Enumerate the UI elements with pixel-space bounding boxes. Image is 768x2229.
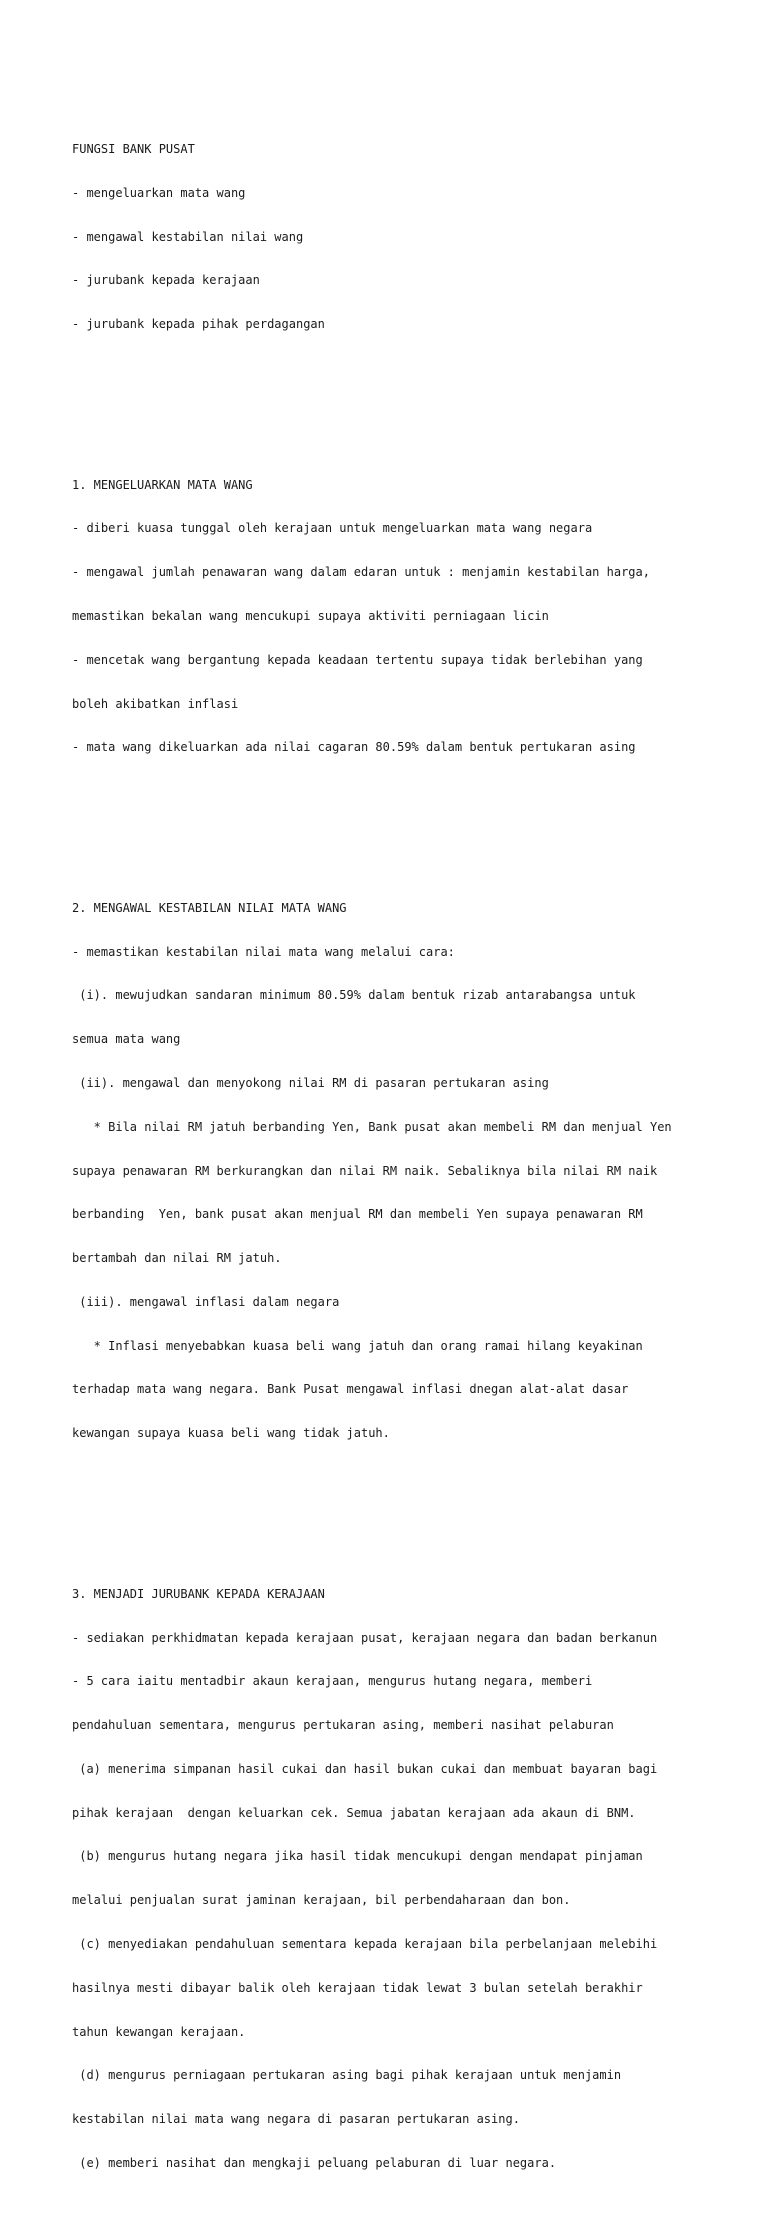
text-line: boleh akibatkan inflasi (72, 696, 239, 711)
text-line: kestabilan nilai mata wang negara di pasaran pertukaran asing. (72, 2112, 520, 2127)
text-line: - mengeluarkan mata wang (72, 185, 246, 200)
text-line: - jurubank kepada kerajaan (72, 273, 260, 288)
text-line: (d) mengurus perniagaan pertukaran asing bagi pihak kerajaan untuk menjamin (72, 2068, 622, 2083)
text-line: bertambah dan nilai RM jatuh. (72, 1251, 282, 1266)
text-line: (e) memberi nasihat dan mengkaji peluang pelaburan di luar negara. (72, 2155, 557, 2170)
section-heading: FUNGSI BANK PUSAT (72, 141, 195, 156)
text-line: semua mata wang (72, 1032, 181, 1047)
text-line: pihak kerajaan dengan keluarkan cek. Semua jabatan kerajaan ada akaun di BNM. (72, 1805, 636, 1820)
text-line: (iii). mengawal inflasi dalam negara (72, 1294, 340, 1309)
text-line: kewangan supaya kuasa beli wang tidak jatuh. (72, 1426, 390, 1441)
text-line: supaya penawaran RM berkurangkan dan nilai RM naik. Sebaliknya bila nilai RM naik (72, 1163, 658, 1178)
text-line: - mata wang dikeluarkan ada nilai cagaran 80.59% dalam bentuk pertukaran asing (72, 740, 636, 755)
text-line: (c) menyediakan pendahuluan sementara kepada kerajaan bila perbelanjaan melebihi (72, 1937, 658, 1951)
text-line: - jurubank kepada pihak perdagangan (72, 317, 325, 332)
text-line: - mencetak wang bergantung kepada keadaan tertentu supaya tidak berlebihan yang (72, 652, 643, 667)
blank-line (72, 1499, 762, 1514)
text-line: (i). mewujudkan sandaran minimum 80.59% dalam bentuk rizab antarabangsa untuk (72, 988, 636, 1003)
text-line: melalui penjualan surat jaminan kerajaan, bil perbendaharaan dan bon. (72, 1893, 571, 1908)
text-line: (b) mengurus hutang negara jika hasil tidak mencukupi dengan mendapat pinjaman (72, 1849, 643, 1864)
blank-line (72, 813, 762, 828)
section-fungsi-bank-pusat (72, 113, 762, 361)
text-line: - diberi kuasa tunggal oleh kerajaan untuk mengeluarkan mata wang negara (72, 521, 593, 536)
text-line: (a) menerima simpanan hasil cukai dan hasil bukan cukai dan membuat bayaran bagi (72, 1761, 658, 1776)
section-heading: 1. MENGELUARKAN MATA WANG (72, 477, 253, 492)
section-heading: 3. MENJADI JURUBANK KEPADA KERAJAAN (72, 1586, 325, 1601)
text-line: - 5 cara iaitu mentadbir akaun kerajaan, mengurus hutang negara, memberi (72, 1674, 593, 1689)
text-line: - mengawal kestabilan nilai wang (72, 229, 304, 244)
text-line: - mengawal jumlah penawaran wang dalam edaran untuk : menjamin kestabilan harga, (72, 565, 650, 580)
document-body (72, 69, 762, 2229)
text-line: * Bila nilai RM jatuh berbanding Yen, Bank pusat akan membeli RM dan menjual Yen (72, 1119, 672, 1134)
text-line: tahun kewangan kerajaan. (72, 2024, 246, 2039)
text-line: pendahuluan sementara, mengurus pertukaran asing, memberi nasihat pelaburan (72, 1718, 614, 1733)
text-line: * Inflasi menyebabkan kuasa beli wang jatuh dan orang ramai hilang keyakinan (72, 1338, 643, 1353)
section-jurubank-kerajaan (72, 1558, 762, 2200)
text-line: berbanding Yen, bank pusat akan menjual RM dan membeli Yen supaya penawaran RM (72, 1207, 643, 1222)
section-heading: 2. MENGAWAL KESTABILAN NILAI MATA WANG (72, 900, 347, 915)
text-line: hasilnya mesti dibayar balik oleh kerajaan tidak lewat 3 bulan setelah berakhir (72, 1980, 643, 1995)
section-mengawal-kestabilan (72, 872, 762, 1470)
text-line: - sediakan perkhidmatan kepada kerajaan pusat, kerajaan negara dan badan berkanun (72, 1630, 658, 1645)
blank-line (72, 390, 762, 405)
text-line: memastikan bekalan wang mencukupi supaya aktiviti perniagaan licin (72, 608, 549, 623)
text-line: terhadap mata wang negara. Bank Pusat mengawal inflasi dnegan alat-alat dasar (72, 1382, 629, 1397)
text-line: (ii). mengawal dan menyokong nilai RM di pasaran pertukaran asing (72, 1075, 549, 1090)
section-mengeluarkan-mata-wang (72, 448, 762, 784)
text-line: - memastikan kestabilan nilai mata wang melalui cara: (72, 944, 455, 959)
